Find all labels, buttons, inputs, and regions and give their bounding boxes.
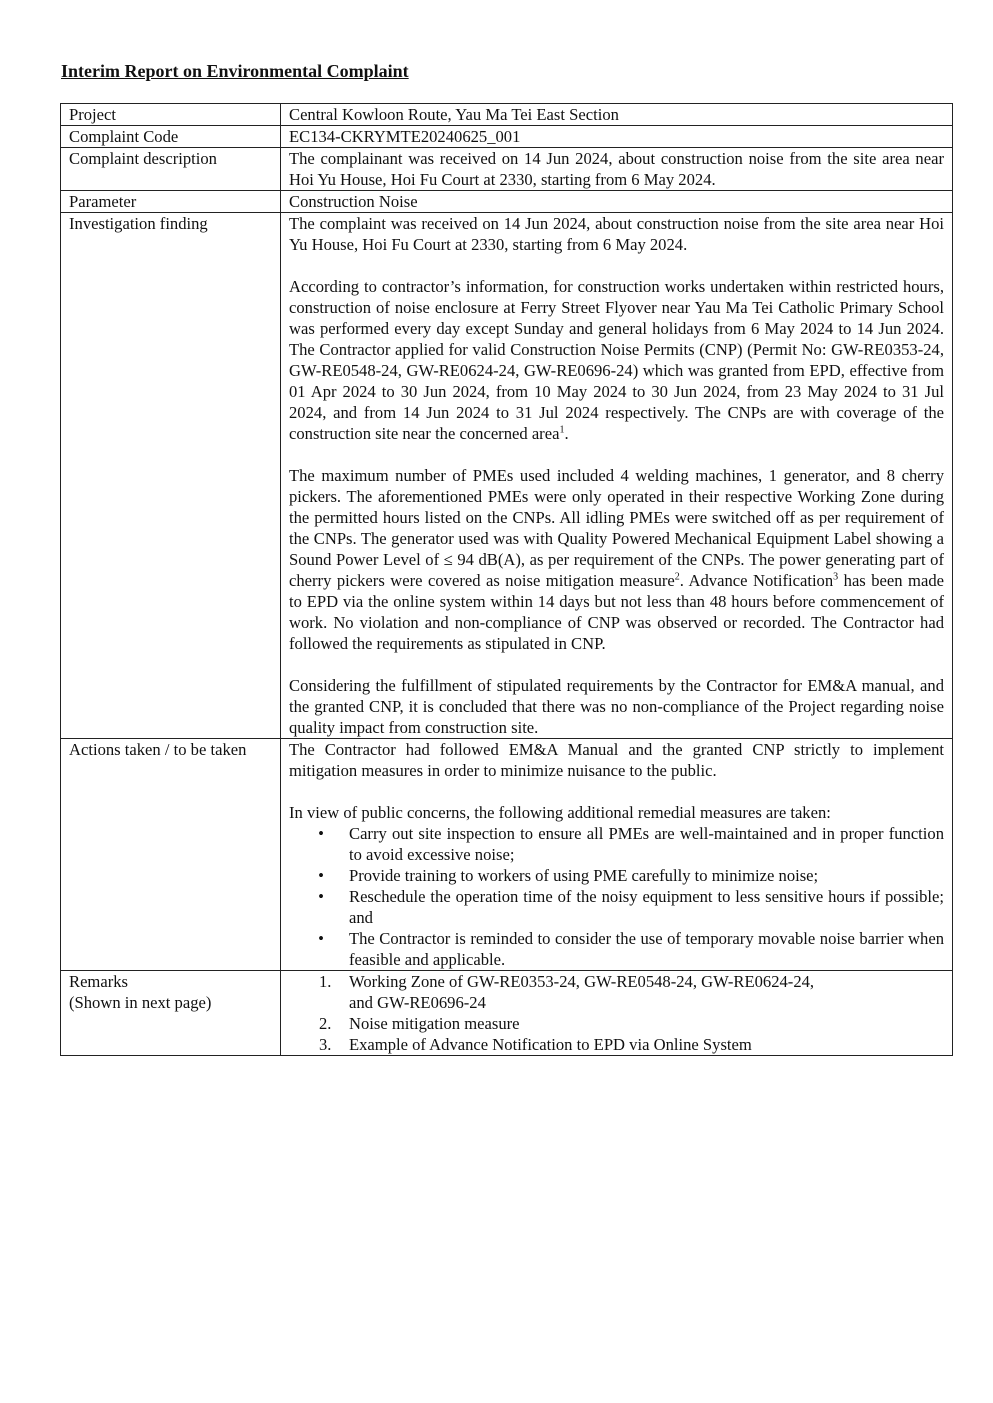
row-value [281,739,953,971]
paragraph-text: The maximum number of PMEs used included 4 welding machines, 1 generator, and 8 cherry pickers. The aforementioned PMEs were only operated in their respective Working Zone during the permitted hours listed on the CNPs. All idling PMEs were switched off as per requirement of the CNPs. The generator used was with Quality Powered Mechanical Equipment Label showing a Sound Power Level of ≤ 94 dB(A), as per requirement of the CNPs. The power generating part of cherry pickers were covered as noise mitigation measure [289,466,944,590]
investigation-paragraph-4: Considering the fulfillment of stipulated requirements by the Contractor for EM&A manual, and the granted CNP, it is concluded that there was no non-compliance of the Project regarding noise quality impact from construction site. [289,676,944,737]
bullet-icon: • [318,929,324,948]
list-item-text: The Contractor is reminded to consider the use of temporary movable noise barrier when feasible and applicable. [349,929,944,969]
remarks-sublabel: (Shown in next page) [69,993,212,1012]
list-item-text-continued: and GW-RE0696-24 [349,993,486,1012]
table-row-project [61,104,953,126]
row-label [61,971,281,1056]
paragraph-end: . [564,424,569,443]
footnote-ref-3: 3 [833,571,839,583]
actions-paragraph-2: In view of public concerns, the following additional remedial measures are taken: [289,803,831,822]
list-item-text: Carry out site inspection to ensure all PMEs are well-maintained and in proper function to avoid excessive noise; [349,824,944,864]
remarks-list [289,971,944,1055]
row-label: Complaint Code [61,126,281,148]
actions-paragraph-1: The Contractor had followed EM&A Manual and the granted CNP strictly to implement mitigation measures in order to minimize nuisance to the public. [289,740,944,780]
list-item-text: Reschedule the operation time of the noisy equipment to less sensitive hours if possible; and [349,887,944,927]
list-item-text: Working Zone of GW-RE0353-24, GW-RE0548-24, GW-RE0624-24, [349,972,815,991]
table-row-complaint-code [61,126,953,148]
list-item-number: 2. [319,1014,332,1033]
report-title: Interim Report on Environmental Complaint [61,61,409,81]
remarks-label: Remarks [69,972,128,991]
table-row-investigation-finding [61,213,953,739]
list-item [289,865,944,886]
row-value: Central Kowloon Route, Yau Ma Tei East Section [281,104,953,126]
list-item-text: Noise mitigation measure [349,1014,520,1033]
list-item [289,823,944,865]
list-item [289,886,944,928]
bullet-icon: • [318,866,324,885]
paragraph-text: According to contractor’s information, for construction works undertaken within restricted hours, construction of noise enclosure at Ferry Street Flyover near Yau Ma Tei Catholic Primary School was performed every day except Sunday and general holidays from 6 May 2024 to 14 Jun 2024. The Contractor applied for valid Construction Noise Permits (CNP) (Permit No: GW-RE0353-24, GW-RE0548-24, GW-RE0624-24, GW-RE0696-24) which was granted from EPD, effective from 01 Apr 2024 to 30 Jun 2024, from 10 May 2024 to 30 Jun 2024, from 23 May 2024 to 31 Jul 2024, and from 14 Jun 2024 to 31 Jul 2024 respectively. The CNPs are with coverage of the construction site near the concerned area [289,277,944,443]
paragraph-text: . Advance Notification [679,571,834,590]
row-label: Parameter [61,191,281,213]
list-item [289,1034,944,1055]
complaint-table [60,103,953,1056]
row-label: Complaint description [61,148,281,191]
row-label: Investigation finding [61,213,281,739]
list-item [289,1013,944,1034]
list-item-number: 3. [319,1035,332,1054]
investigation-paragraph-1: The complaint was received on 14 Jun 2024, about construction noise from the site area near Hoi Yu House, Hoi Fu Court at 2330, starting from 6 May 2024. [289,214,944,254]
table-row-complaint-description [61,148,953,191]
bullet-icon: • [318,887,324,906]
footnote-ref-2: 2 [674,571,680,583]
investigation-paragraph-2 [289,276,944,444]
row-value [281,213,953,739]
row-label: Project [61,104,281,126]
table-row-parameter [61,191,953,213]
table-row-actions [61,739,953,971]
list-item-number: 1. [319,972,332,991]
row-value: The complainant was received on 14 Jun 2024, about construction noise from the site area near Hoi Yu House, Hoi Fu Court at 2330, starting from 6 May 2024. [281,148,953,191]
list-item [289,971,944,1013]
investigation-paragraph-3 [289,465,944,654]
row-value [281,971,953,1056]
remedial-measures-list [289,823,944,970]
table-row-remarks [61,971,953,1056]
list-item [289,928,944,970]
row-value: EC134-CKRYMTE20240625_001 [281,126,953,148]
bullet-icon: • [318,824,324,843]
list-item-text: Provide training to workers of using PME carefully to minimize noise; [349,866,819,885]
footnote-ref-1: 1 [559,424,565,436]
row-label: Actions taken / to be taken [61,739,281,971]
row-value: Construction Noise [281,191,953,213]
paragraph-text: has been made to EPD via the online system within 14 days but not less than 48 hours before commencement of work. No violation and non-compliance of CNP was observed or recorded. The Contractor had followed the requirements as stipulated in CNP. [289,571,944,653]
list-item-text: Example of Advance Notification to EPD via Online System [349,1035,752,1054]
